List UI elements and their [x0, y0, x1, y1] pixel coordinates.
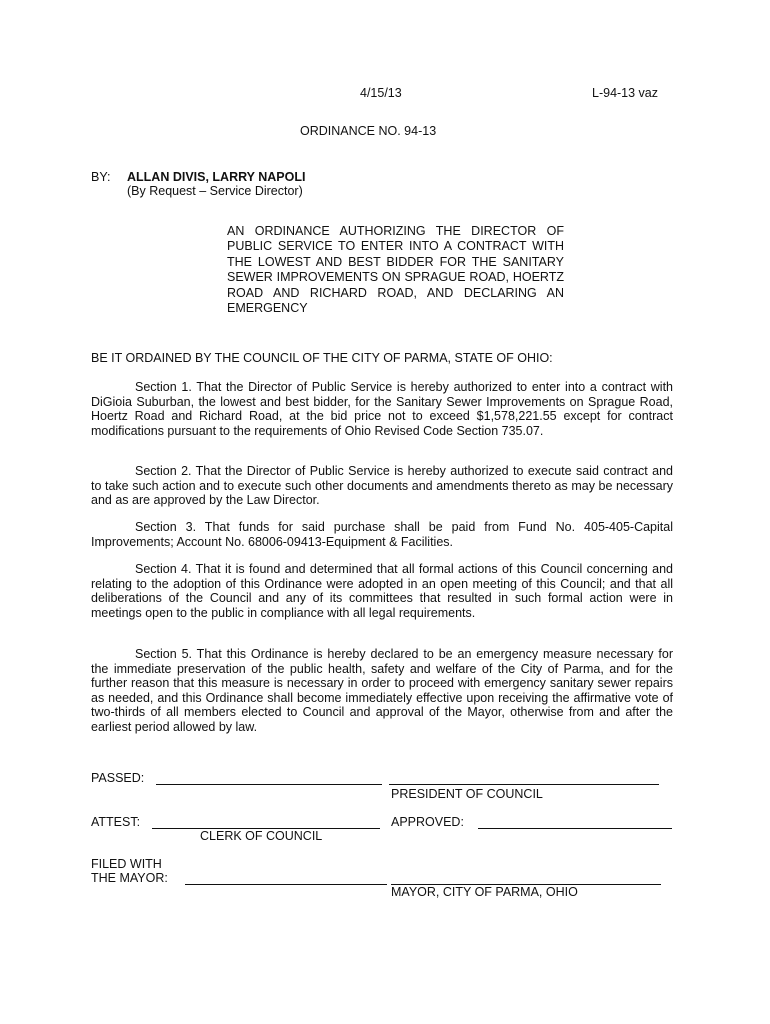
section-3	[91, 520, 673, 549]
section-5	[91, 647, 673, 735]
passed-signature-line	[156, 784, 382, 785]
approved-signature-line	[478, 828, 672, 829]
section-3-text: Section 3. That funds for said purchase shall be paid from Fund No. 405-405-Capital Improvements; Account No. 68006-09413-Equipment & Facilities.	[91, 520, 673, 549]
section-1	[91, 380, 673, 438]
mayor-label: MAYOR, CITY OF PARMA, OHIO	[391, 885, 578, 899]
section-5-text: Section 5. That this Ordinance is hereby declared to be an emergency measure necessary for the immediate preservation of the public health, safety and welfare of the City of Parma, and for the further reason that this measure is necessary in order to proceed with emergency sanitary sewer repairs as needed, and this Ordinance shall become immediately effective upon receiving the affirmative vote of two-thirds of all members elected to Council and approval of the Mayor, otherwise from and after the earliest period allowed by law.	[91, 647, 673, 734]
filed-signature-line	[185, 884, 387, 885]
filed-with-label: FILED WITH	[91, 857, 162, 871]
attest-label: ATTEST:	[91, 815, 141, 829]
document-date: 4/15/13	[360, 86, 402, 100]
ordinance-number: ORDINANCE NO. 94-13	[300, 124, 437, 138]
president-signature-line	[389, 784, 659, 785]
section-2	[91, 464, 673, 508]
section-4	[91, 562, 673, 620]
enacting-clause: BE IT ORDAINED BY THE COUNCIL OF THE CITY OF PARMA, STATE OF OHIO:	[91, 351, 553, 365]
section-1-text: Section 1. That the Director of Public Service is hereby authorized to enter into a contract with DiGioia Suburban, the lowest and best bidder, for the Sanitary Sewer Improvements on Sprague Road, Hoertz Road and Richard Road, at the bid price not to exceed $1,578,221.55 except for contract modifications pursuant to the requirements of Ohio Revised Code Section 735.07.	[91, 380, 673, 438]
sponsor-label: BY:	[91, 170, 111, 184]
document-reference: L-94-13 vaz	[592, 86, 659, 100]
ordinance-title: AN ORDINANCE AUTHORIZING THE DIRECTOR OF PUBLIC SERVICE TO ENTER INTO A CONTRACT WITH THE LOWEST AND BEST BIDDER FOR THE SANITARY SEWER IMPROVEMENTS ON SPRAGUE ROAD, HOERTZ ROAD AND RICHARD ROAD, AND DECLARING AN EMERGENCY	[227, 224, 564, 316]
sponsor-request: (By Request – Service Director)	[127, 184, 303, 198]
the-mayor-label: THE MAYOR:	[91, 871, 168, 885]
sponsor-names: ALLAN DIVIS, LARRY NAPOLI	[127, 170, 306, 184]
passed-label: PASSED:	[91, 771, 145, 785]
president-label: PRESIDENT OF COUNCIL	[391, 787, 543, 801]
section-2-text: Section 2. That the Director of Public Service is hereby authorized to execute said contract and to take such action and to execute such other documents and amendments thereto as may be necessary and as are approved by the Law Director.	[91, 464, 673, 508]
clerk-label: CLERK OF COUNCIL	[200, 829, 323, 843]
section-4-text: Section 4. That it is found and determined that all formal actions of this Council concerning and relating to the adoption of this Ordinance were adopted in an open meeting of this Council; and that all deliberations of the Council and any of its committees that resulted in such formal action were in meetings open to the public in compliance with all legal requirements.	[91, 562, 673, 620]
approved-label: APPROVED:	[391, 815, 464, 829]
